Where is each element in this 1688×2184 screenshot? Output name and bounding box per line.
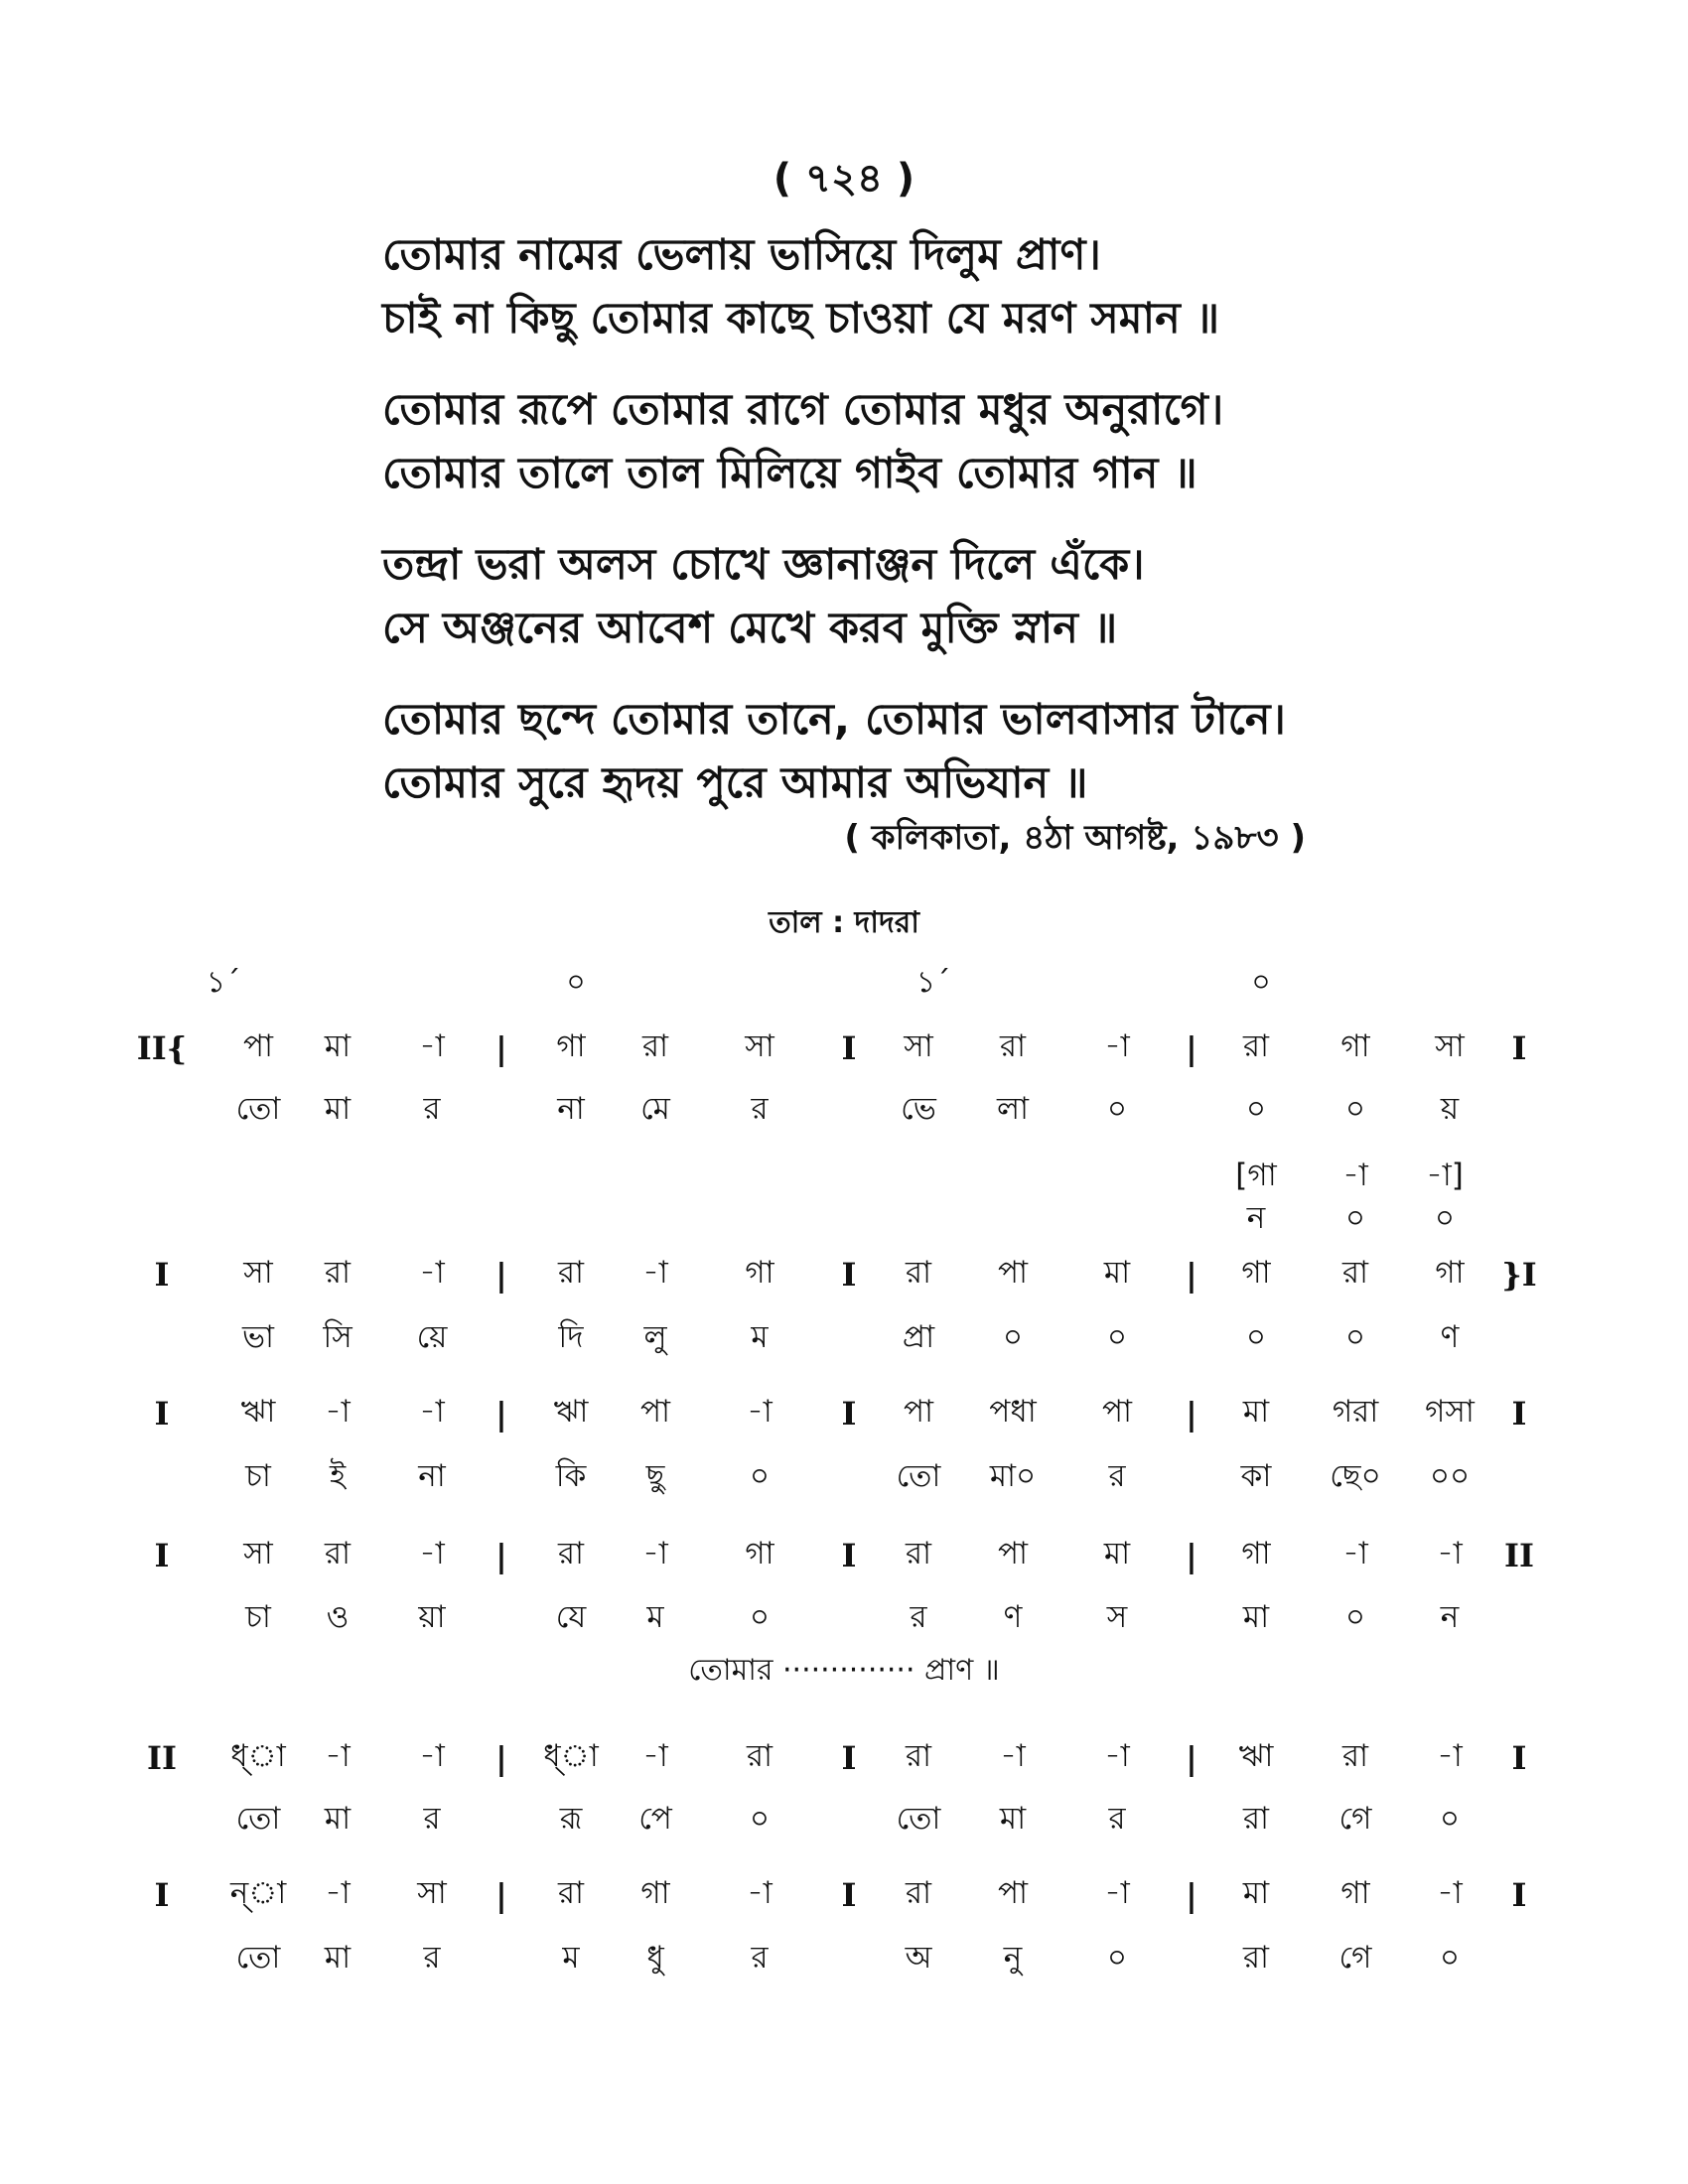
swara-note: -া [325,1394,351,1430]
lyric-line: তোমার নামের ভেলায় ভাসিয়ে দিলুম প্রাণ। [382,230,1101,280]
swara-note: -া [1104,1028,1130,1064]
swara-note: পা [997,1255,1029,1291]
lyric-syllable: দি [558,1319,584,1355]
lyric-syllable: মা [999,1801,1027,1837]
lyric-syllable: ০ [1344,1091,1366,1127]
swara-note: -া [419,1738,445,1774]
swara-note: গরা [1332,1394,1379,1430]
lyric-syllable: ম [751,1319,769,1355]
vibhag-bar: | [495,1739,507,1777]
swara-note: মা [1103,1536,1131,1571]
lyric-syllable: র [1108,1801,1126,1837]
row-start-bar: I [154,1876,170,1914]
lyric-line: সে অঞ্জনের আবেশ মেখে করব মুক্তি স্নান ॥ [382,604,1118,653]
swara-note: গা [1241,1255,1271,1291]
section-bar: I [841,1029,857,1067]
lyric-syllable: তো [235,1940,281,1976]
lyric-syllable: মা [324,1091,352,1127]
swara-note: রা [557,1875,585,1911]
stanza [382,533,1375,660]
row-end-bar: II [1504,1537,1534,1574]
lyric-syllable: না [418,1458,446,1494]
tal-heading: তাল : দাদরা [769,905,919,940]
swara-note: -া [419,1255,445,1291]
swara-note: -া [1437,1738,1463,1774]
swara-note: পা [903,1394,934,1430]
lyric-syllable: না [557,1091,585,1127]
swara-note: -া [419,1028,445,1064]
swara-note: -া [642,1255,668,1291]
row-start-bar: I [154,1537,170,1574]
repeat-line: তোমার ·············· প্রাণ ॥ [688,1653,1000,1688]
beat-mark: ১´ [915,965,951,1000]
section-bar: I [841,1876,857,1914]
vibhag-bar: | [1186,1537,1197,1574]
lyric-syllable: ০ [1106,1319,1128,1355]
lyric-syllable: ০ [1245,1319,1267,1355]
swara-note: সা [1435,1028,1465,1064]
lyric-syllable: লা [996,1091,1030,1127]
lyric-syllable: র [751,1940,769,1976]
swara-note: রা [1242,1028,1270,1064]
lyric-syllable: য়া [418,1599,446,1635]
lyric-syllable: ধু [646,1940,664,1976]
swara-note: রা [557,1255,585,1291]
lyric-syllable: স [1106,1599,1128,1635]
vibhag-bar: | [495,1876,507,1914]
lyric-syllable: তো [235,1091,281,1127]
swara-note: মা [324,1028,352,1064]
swara-note: পধা [989,1394,1037,1430]
swara-note: পা [1101,1394,1133,1430]
section-bar: I [841,1256,857,1294]
swara-note: -া [325,1738,351,1774]
vibhag-bar: | [1186,1029,1197,1067]
lyric-syllable: রা [1242,1940,1270,1976]
stanza [382,688,1375,815]
lyric-syllable: ০ [1106,1940,1128,1976]
swara-note: গা [1340,1028,1370,1064]
swara-note: ঋা [240,1394,276,1430]
lyric-syllable: চা [245,1458,271,1494]
lyric-syllable: গে [1338,1801,1372,1837]
lyric-syllable: মা [324,1801,352,1837]
swara-note: -া [642,1738,668,1774]
lyric-syllable: ও [326,1599,350,1635]
stanza [382,378,1375,505]
lyric-syllable: ০ [1106,1091,1128,1127]
alt-ending-note: -া] [1426,1158,1464,1193]
lyric-syllable: মা [1242,1599,1270,1635]
vibhag-bar: | [495,1029,507,1067]
lyric-syllable: লু [643,1319,667,1355]
swara-note: -া [642,1536,668,1571]
lyric-syllable: প্রা [902,1319,935,1355]
lyric-syllable: চা [245,1599,271,1635]
lyric-syllable: মা [324,1940,352,1976]
lyric-syllable: ম [562,1940,580,1976]
swara-note: গা [1435,1255,1465,1291]
swara-note: গা [745,1255,774,1291]
vibhag-bar: | [1186,1876,1197,1914]
swara-note: -া [419,1536,445,1571]
swara-note: রা [641,1028,669,1064]
swara-note: রা [1341,1255,1369,1291]
lyric-syllable: ০ [1002,1319,1024,1355]
lyric-syllable: ছু [645,1458,665,1494]
swara-note: সা [904,1028,933,1064]
lyric-syllable: কা [1240,1458,1272,1494]
alt-ending-note: [গা [1235,1158,1277,1193]
lyric-syllable: পে [638,1801,672,1837]
swara-note: পা [997,1536,1029,1571]
lyric-syllable: ০ [1344,1319,1366,1355]
swara-note: -া [1437,1875,1463,1911]
lyric-syllable: র [910,1599,927,1635]
swara-note: -া [325,1875,351,1911]
swara-note: রা [905,1255,932,1291]
alt-ending-syllable: ন [1246,1200,1266,1236]
swara-note: পা [242,1028,274,1064]
lyric-syllable: ০ [1245,1091,1267,1127]
swara-note: গা [1241,1536,1271,1571]
alt-ending-note: -া [1342,1158,1368,1193]
lyric-syllable: ০ [749,1801,771,1837]
swara-note: রা [324,1536,352,1571]
alt-ending-syllable: ০ [1344,1200,1366,1236]
lyric-syllable: র [423,1940,441,1976]
stanza [382,223,1375,350]
row-end-bar: I [1511,1739,1527,1777]
section-bar: I [841,1537,857,1574]
swara-note: পা [639,1394,671,1430]
lyric-syllable: ই [329,1458,347,1494]
lyric-syllable: ভে [901,1091,936,1127]
lyric-syllable: ০ [1344,1599,1366,1635]
swara-note: রা [905,1875,932,1911]
swara-note: সা [243,1255,273,1291]
page-number: ( ৭২৪ ) [773,156,915,202]
lyric-syllable: মা০ [989,1458,1037,1494]
beat-mark: ০ [1251,965,1271,1000]
lyric-syllable: র [423,1091,441,1127]
lyric-line: তোমার রূপে তোমার রাগে তোমার মধুর অনুরাগে। [382,385,1224,435]
lyric-syllable: ০ [749,1599,771,1635]
swara-note: -া [1104,1875,1130,1911]
lyric-syllable: র [751,1091,769,1127]
swara-note: রা [557,1536,585,1571]
lyric-syllable: র [1108,1458,1126,1494]
vibhag-bar: | [1186,1256,1197,1294]
lyric-line: তন্দ্রা ভরা অলস চোখে জ্ঞানাঞ্জন দিলে এঁকে। [382,540,1145,590]
lyric-syllable: ছে০ [1330,1458,1381,1494]
alt-ending-syllable: ০ [1434,1200,1456,1236]
swara-note: গা [745,1536,774,1571]
lyric-syllable: ০ [1439,1801,1461,1837]
row-start-bar: II{ [136,1029,188,1067]
place-date: ( কলিকাতা, ৪ঠা আগষ্ট, ১৯৮৩ ) [844,818,1306,858]
swara-note: মা [1242,1394,1270,1430]
row-end-bar: I [1511,1395,1527,1433]
swara-note: -া [419,1394,445,1430]
swara-note: সা [745,1028,774,1064]
swara-note: ঋা [553,1394,589,1430]
lyric-syllable: ণ [1440,1319,1460,1355]
lyric-syllable: ভা [241,1319,275,1355]
swara-note: ধ্া [230,1738,286,1774]
swara-note: পা [997,1875,1029,1911]
swara-note: রা [746,1738,774,1774]
lyric-syllable: কি [555,1458,587,1494]
swara-note: -া [1437,1536,1463,1571]
swara-note: গসা [1425,1394,1475,1430]
swara-note: -া [747,1875,773,1911]
swara-note: রা [905,1536,932,1571]
lyric-syllable: ০০ [1429,1458,1471,1494]
lyrics-block [382,223,1375,843]
swara-note: গা [556,1028,586,1064]
beat-mark: ১´ [206,965,241,1000]
lyric-syllable: ০ [1439,1940,1461,1976]
lyric-syllable: র [423,1801,441,1837]
lyric-syllable: রূ [559,1801,583,1837]
lyric-line: তোমার সুরে হৃদয় পুরে আমার অভিযান ॥ [382,758,1088,808]
row-end-bar: I [1511,1876,1527,1914]
lyric-syllable: নু [1003,1940,1023,1976]
lyric-syllable: সি [323,1319,352,1355]
beat-mark: ০ [566,965,586,1000]
lyric-syllable: রা [1242,1801,1270,1837]
vibhag-bar: | [495,1537,507,1574]
vibhag-bar: | [1186,1395,1197,1433]
lyric-syllable: অ [905,1940,932,1976]
lyric-line: তোমার ছন্দে তোমার তানে, তোমার ভালবাসার টানে। [382,695,1286,745]
swara-note: রা [1341,1738,1369,1774]
vibhag-bar: | [495,1395,507,1433]
lyric-syllable: গে [1338,1940,1372,1976]
lyric-line: চাই না কিছু তোমার কাছে চাওয়া যে মরণ সমান ॥ [382,294,1220,343]
section-bar: I [841,1395,857,1433]
lyric-syllable: য় [1440,1091,1460,1127]
lyric-syllable: মে [640,1091,670,1127]
swara-note: -া [747,1394,773,1430]
swara-note: মা [1242,1875,1270,1911]
lyric-syllable: তো [896,1458,941,1494]
swara-note: গা [640,1875,670,1911]
swara-note: -া [1000,1738,1026,1774]
lyric-syllable: তো [235,1801,281,1837]
swara-note: ধ্া [543,1738,599,1774]
lyric-syllable: ০ [749,1458,771,1494]
vibhag-bar: | [495,1256,507,1294]
swara-note: মা [1103,1255,1131,1291]
swara-note: -া [1104,1738,1130,1774]
row-end-bar: I [1511,1029,1527,1067]
swara-note: গা [1340,1875,1370,1911]
lyric-line: তোমার তালে তাল মিলিয়ে গাইব তোমার গান ॥ [382,449,1197,498]
lyric-syllable: ন [1440,1599,1460,1635]
row-start-bar: II [147,1739,177,1777]
swara-note: রা [905,1738,932,1774]
row-end-bar: }I [1501,1256,1537,1294]
swara-note: ন্া [229,1875,287,1911]
swara-note: সা [417,1875,447,1911]
section-bar: I [841,1739,857,1777]
lyric-syllable: য়ে [416,1319,448,1355]
swara-note: রা [324,1255,352,1291]
swara-note: রা [999,1028,1027,1064]
lyric-syllable: তো [896,1801,941,1837]
vibhag-bar: | [1186,1739,1197,1777]
swara-note: ঋা [1238,1738,1274,1774]
row-start-bar: I [154,1395,170,1433]
row-start-bar: I [154,1256,170,1294]
lyric-syllable: যে [555,1599,587,1635]
swara-note: -া [1342,1536,1368,1571]
swara-note: সা [243,1536,273,1571]
lyric-syllable: ম [646,1599,664,1635]
lyric-syllable: ণ [1003,1599,1023,1635]
